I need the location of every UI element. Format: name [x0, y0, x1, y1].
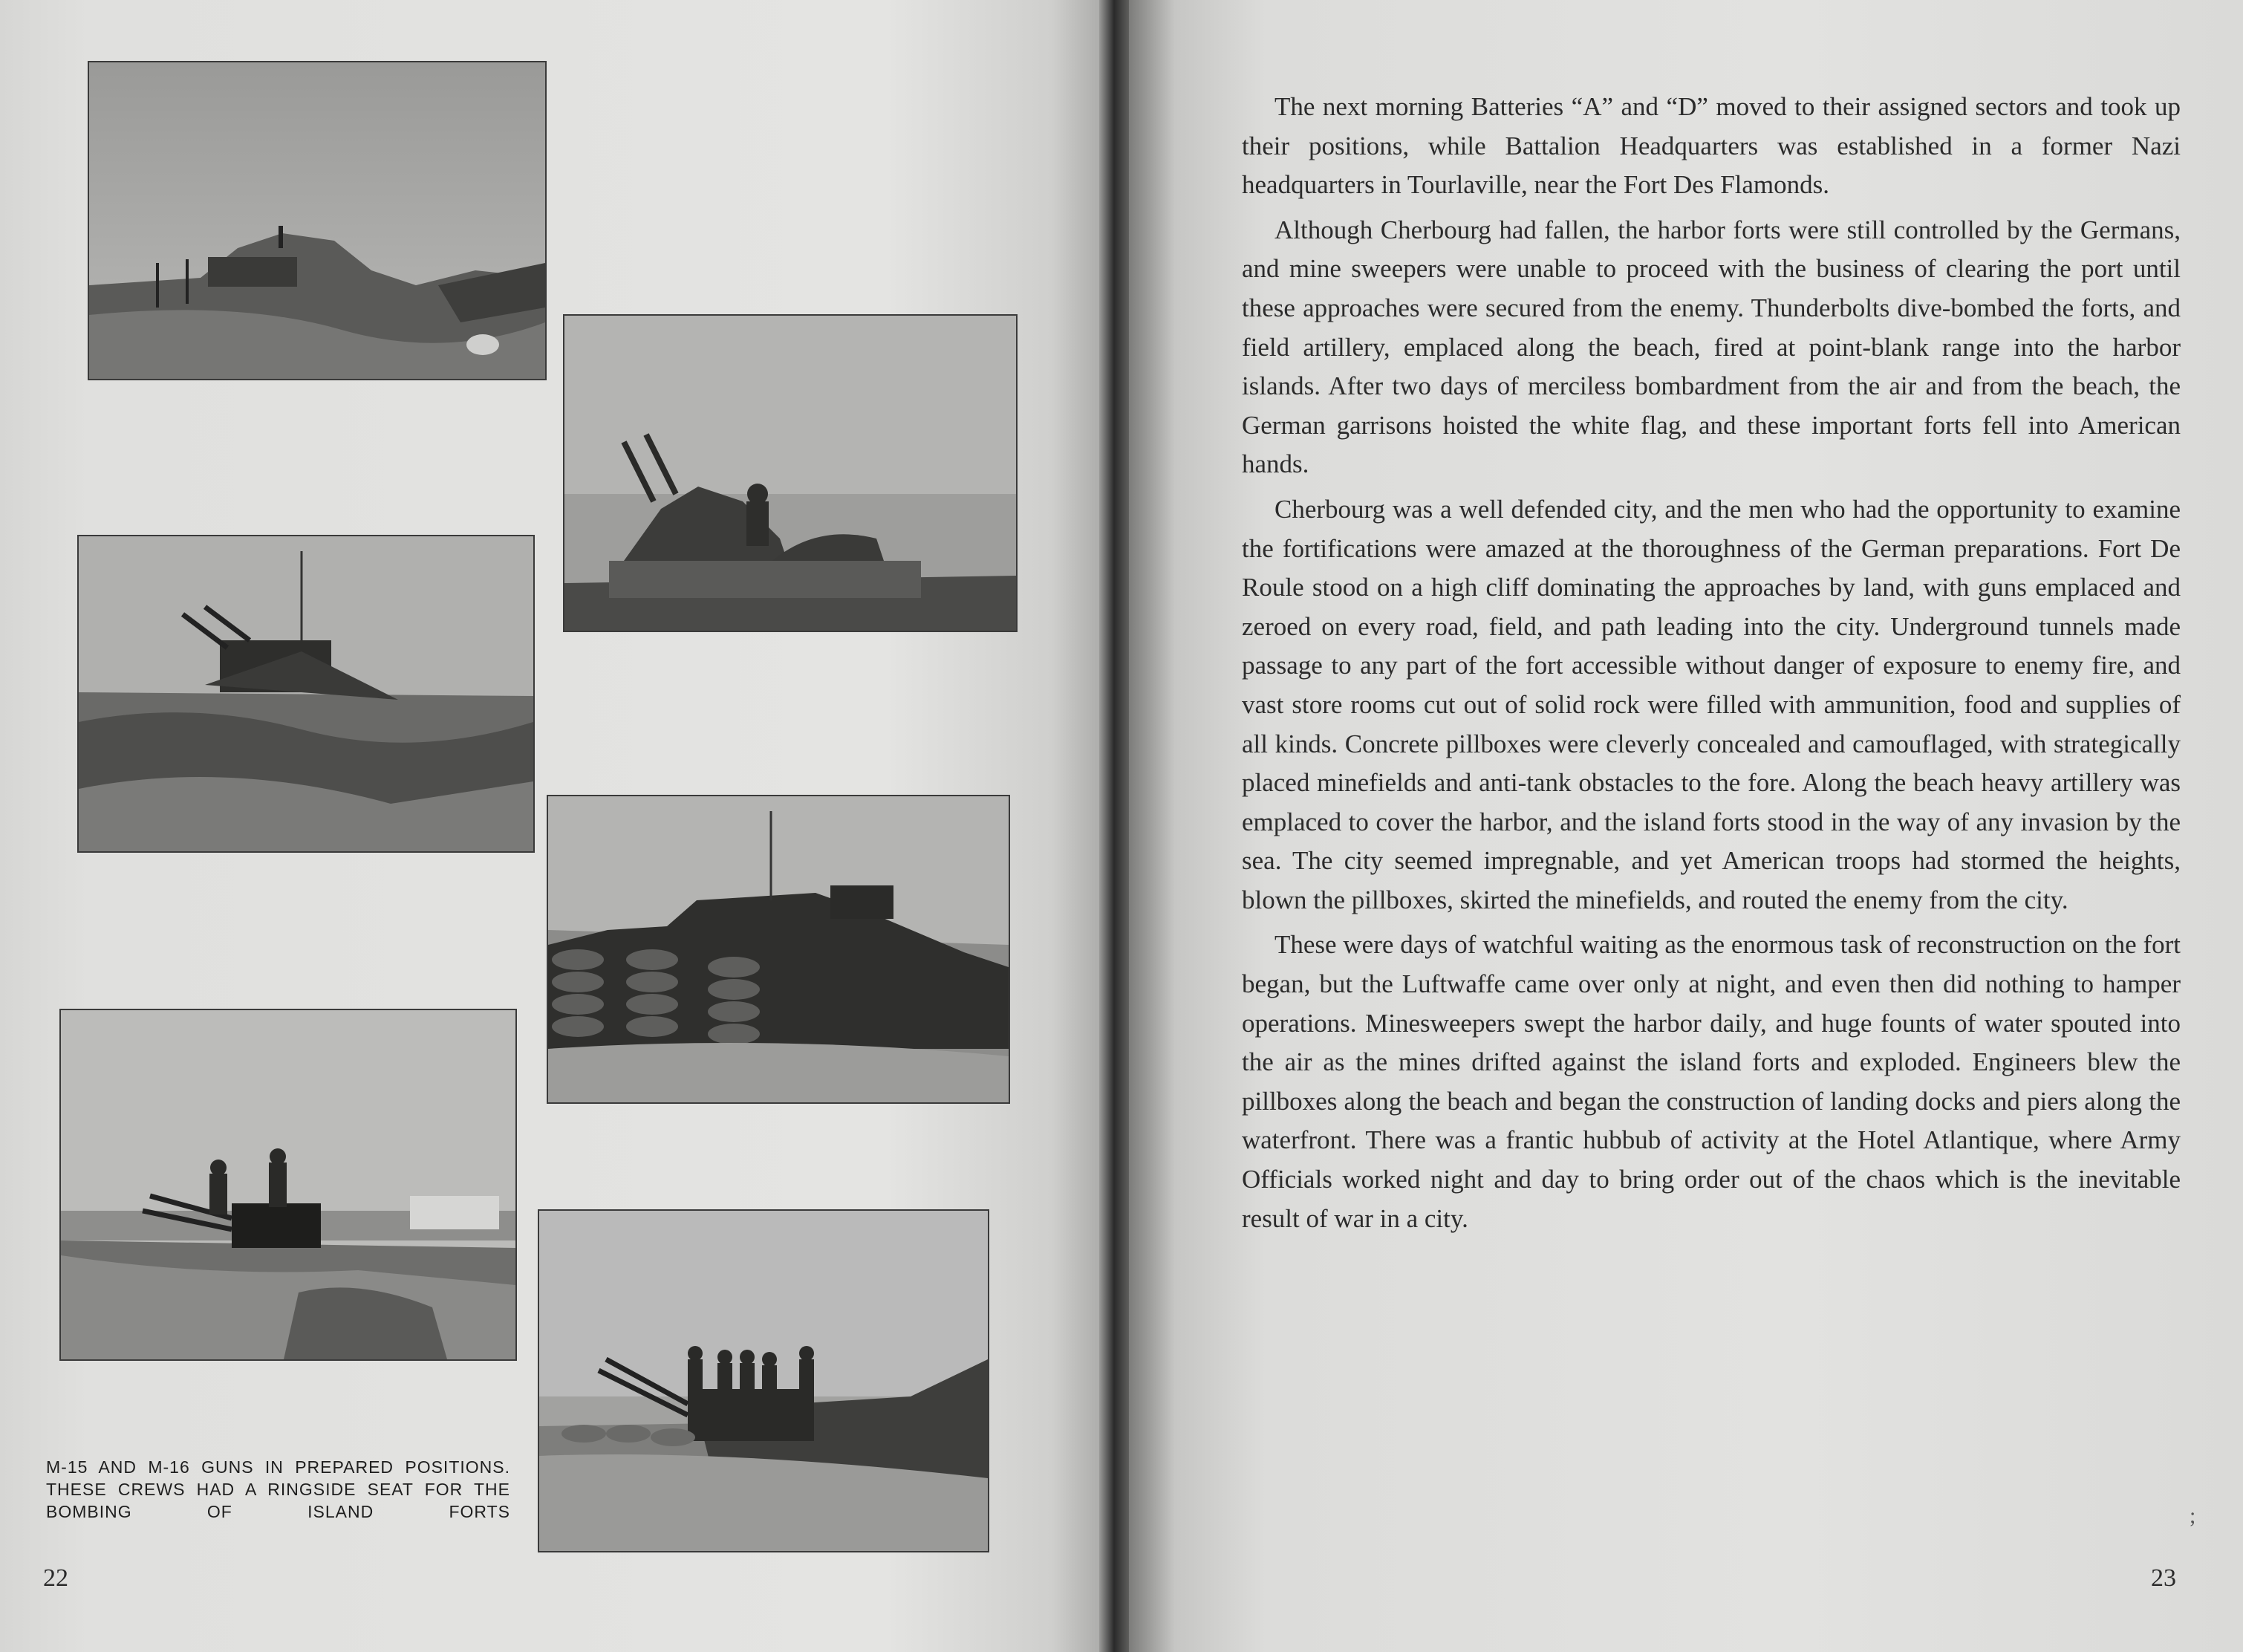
photo-crew-with-gun-at-shore: [59, 1009, 517, 1361]
photo-caption: M-15 AND M-16 GUNS IN PREPARED POSITIONS. THESE CREWS HAD A RINGSIDE SEAT FOR THE BOMBING OF ISLAND FORTS: [46, 1457, 510, 1521]
page-number-left: 22: [43, 1564, 68, 1592]
paragraph: Although Cherbourg had fallen, the harbor forts were still controlled by the Germans, and mine sweepers were unable to proceed with the business of clearing the port until these approaches were secured from the enemy. Thunderbolts dive-bombed the forts, and field artillery, emplaced along the beach, fired at point-blank range into the harbor islands. After two days of merciless bombardment from the air and from the beach, the German garrisons hoisted the white flag, and these important forts fell into American hands.: [1242, 215, 2181, 479]
photo-camouflaged-gun-position: [77, 535, 535, 853]
page-number-right: 23: [2151, 1564, 2176, 1592]
paragraph: These were days of watchful waiting as the enormous task of reconstruction on the fort began, but the Luftwaffe came over only at night, and even then did nothing to hamper operations. Minesweepers swept the harbor daily, and huge founts of water spouted into the air as the mines drifted against the island forts and exploded. Engineers blew the pillboxes along the beach and began the construction of landing docks and piers along the waterfront. There was a frantic hubbub of activity at the Hotel Atlantique, where Army Officials worked night and day to bring order out of the chaos which is the inevitable result of war in a city.: [1242, 930, 2181, 1233]
photo-crew-on-gun-mount: [538, 1209, 989, 1552]
body-text: [1242, 88, 2181, 1244]
book-gutter: [1099, 0, 1129, 1652]
photo-gun-emplacement-mound: [88, 61, 547, 380]
photo-sandbagged-emplacement: [547, 795, 1010, 1104]
margin-mark: ;: [2190, 1503, 2196, 1528]
paragraph: The next morning Batteries “A” and “D” moved to their assigned sectors and took up their positions, while Battalion Headquarters was established in a former Nazi headquarters in Tourlaville, near the Fort Des Flamonds.: [1242, 92, 2181, 200]
paragraph: Cherbourg was a well defended city, and the men who had the opportunity to examine the fortifications were amazed at the thoroughness of the German preparations. Fort De Roule stood on a high cliff dominating the approaches by land, with guns emplaced and zeroed on every road, field, and path leading into the city. Underground tunnels made passage to any part of the fort accessible without danger of exposure to enemy fire, and vast store rooms cut out of solid rock were filled with ammunition, food and supplies of all kinds. Concrete pillboxes were cleverly concealed and camouflaged, with strategically placed minefields and anti-tank obstacles to the fore. Along the beach heavy artillery was emplaced to cover the harbor, and the island forts stood in the way of any invasion by the sea. The city seemed impregnable, and yet American troops had stormed the heights, blown the pillboxes, skirted the minefields, and routed the enemy from the city.: [1242, 494, 2181, 914]
photo-twin-guns-on-trailer-by-sea: [563, 314, 1018, 632]
